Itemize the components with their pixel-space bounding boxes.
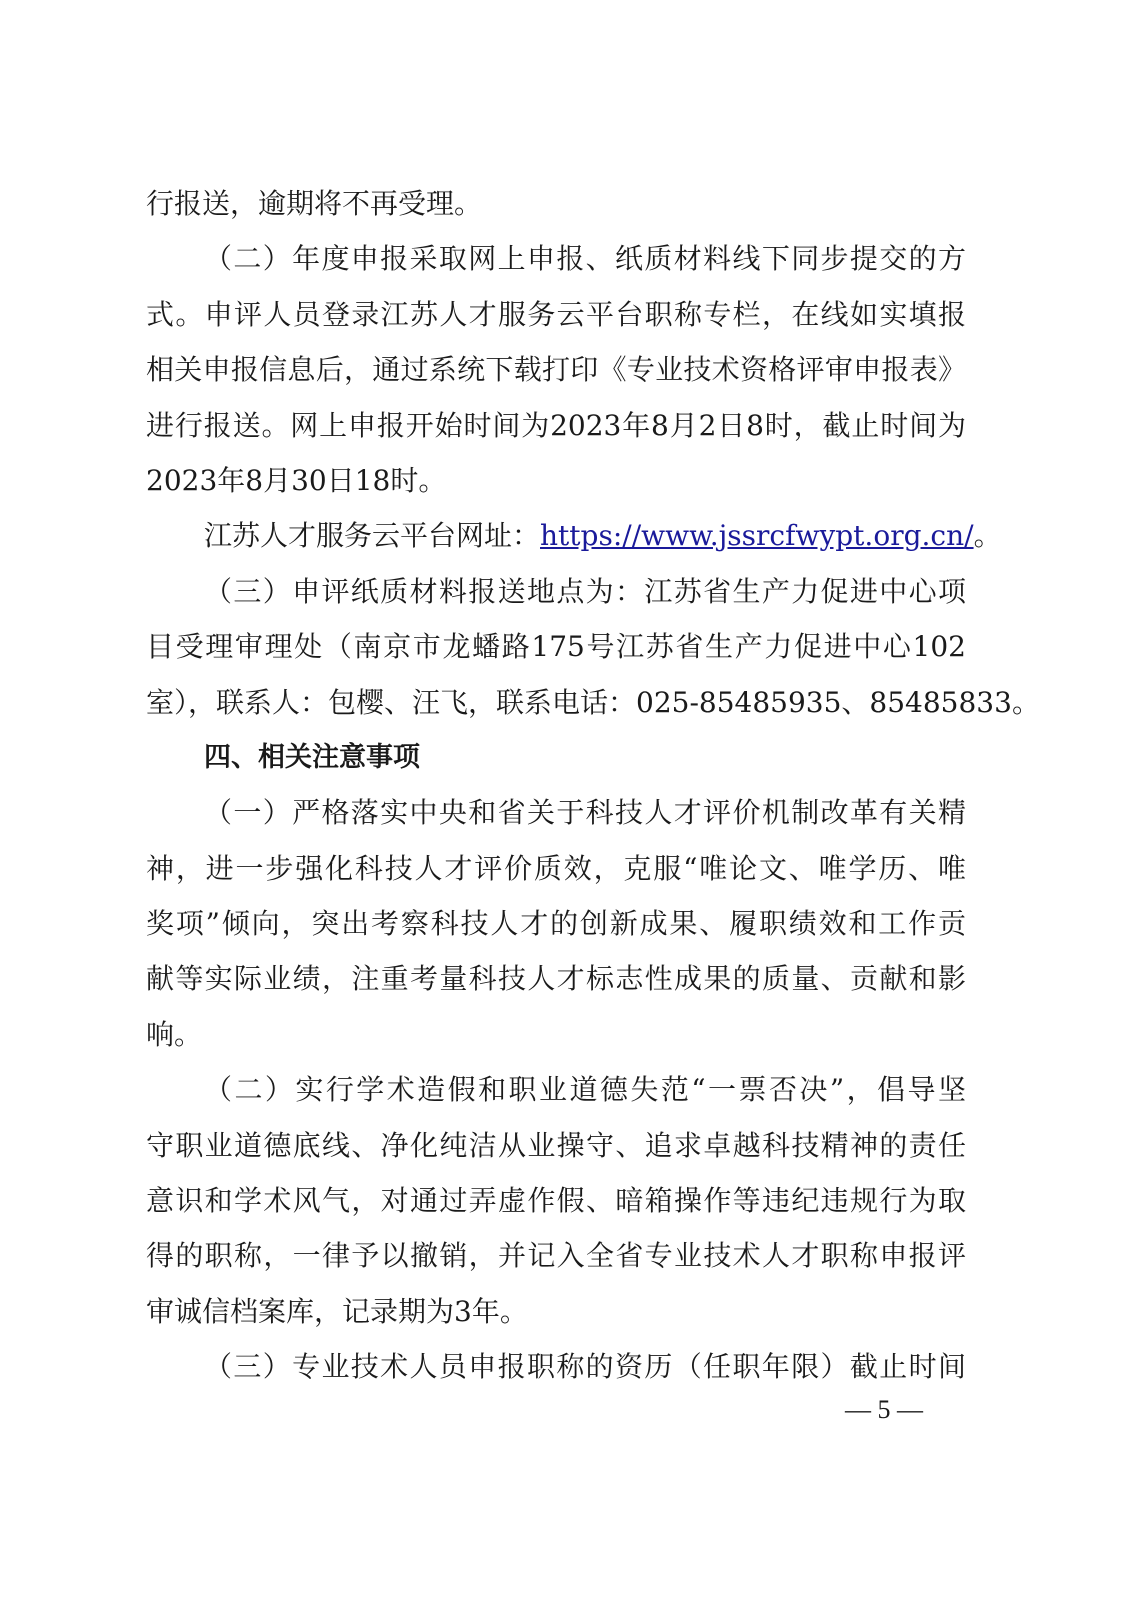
paragraph-line: 进行报送。网上申报开始时间为2023年8月2日8时，截止时间为 xyxy=(146,408,966,442)
paragraph-line: 式。申评人员登录江苏人才服务云平台职称专栏，在线如实填报 xyxy=(146,297,966,331)
page-number: — 5 — xyxy=(845,1395,923,1424)
paragraph-line: 审诚信档案库，记录期为3年。 xyxy=(146,1294,528,1328)
paragraph-line: 献等实际业绩，注重考量科技人才标志性成果的质量、贡献和影 xyxy=(146,962,966,996)
document-body xyxy=(146,176,1040,1395)
paragraph-line: 室），联系人：包樱、汪飞，联系电话：025-85485935、85485833。 xyxy=(146,685,1040,719)
website-label: 江苏人才服务云平台网址： xyxy=(204,519,541,553)
paragraph-line: 目受理审理处（南京市龙蟠路175号江苏省生产力促进中心102 xyxy=(146,630,966,664)
paragraph-line: 得的职称，一律予以撤销，并记入全省专业技术人才职称申报评 xyxy=(146,1239,966,1273)
paragraph-line: 响。 xyxy=(146,1017,203,1051)
website-suffix: 。 xyxy=(973,519,1002,553)
paragraph-line: 守职业道德底线、净化纯洁从业操守、追求卓越科技精神的责任 xyxy=(146,1128,966,1162)
paragraph-line: （三）申评纸质材料报送地点为：江苏省生产力促进中心项 xyxy=(204,574,966,608)
paragraph-line: 意识和学术风气，对通过弄虚作假、暗箱操作等违纪违规行为取 xyxy=(146,1184,966,1218)
paragraph-line: （一）严格落实中央和省关于科技人才评价机制改革有关精 xyxy=(204,796,966,830)
section-heading: 四、相关注意事项 xyxy=(204,741,420,773)
paragraph-line: 相关申报信息后，通过系统下载打印《专业技术资格评审申报表》 xyxy=(146,353,966,387)
website-line xyxy=(146,508,1002,563)
paragraph-line: 2023年8月30日18时。 xyxy=(146,463,447,497)
website-link[interactable]: https://www.jssrcfwypt.org.cn/ xyxy=(540,519,974,553)
paragraph-line: （二）实行学术造假和职业道德失范“一票否决”，倡导坚 xyxy=(204,1073,966,1107)
paragraph-line: （二）年度申报采取网上申报、纸质材料线下同步提交的方 xyxy=(204,242,966,276)
paragraph-line: 奖项”倾向，突出考察科技人才的创新成果、履职绩效和工作贡 xyxy=(146,907,966,941)
paragraph-line: 神，进一步强化科技人才评价质效，克服“唯论文、唯学历、唯 xyxy=(146,851,966,885)
paragraph-line: 行报送，逾期将不再受理。 xyxy=(146,187,483,220)
paragraph-line: （三）专业技术人员申报职称的资历（任职年限）截止时间 xyxy=(204,1350,966,1384)
